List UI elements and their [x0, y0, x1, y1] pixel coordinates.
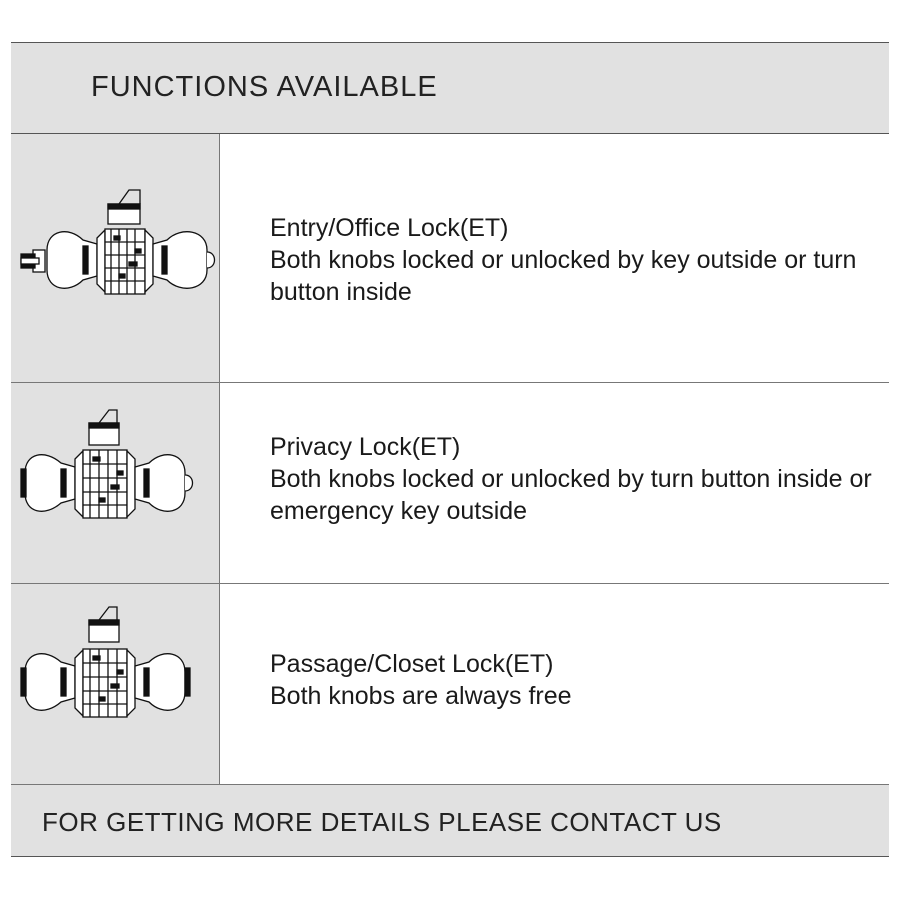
contact-note: FOR GETTING MORE DETAILS PLEASE CONTACT US [42, 807, 722, 837]
function-description: Both knobs are always free [270, 682, 572, 710]
functions-table [11, 42, 889, 857]
function-description: Both knobs locked or unlocked by turn button inside or emergency key outside [270, 465, 872, 525]
table-header [11, 42, 889, 134]
function-row-privacy [11, 383, 889, 584]
passage-closet-lock-icon [11, 584, 220, 784]
function-text [270, 648, 883, 712]
table-footer [11, 785, 889, 857]
function-name: Passage/Closet Lock(ET) [270, 650, 554, 678]
function-name: Privacy Lock(ET) [270, 433, 461, 461]
function-text [270, 212, 883, 308]
function-row-entry-office [11, 134, 889, 383]
function-description: Both knobs locked or unlocked by key outside or turn button inside [270, 246, 857, 306]
function-name: Entry/Office Lock(ET) [270, 214, 509, 242]
privacy-lock-icon [11, 383, 220, 583]
function-row-passage-closet [11, 584, 889, 785]
function-text [270, 431, 883, 527]
entry-office-lock-icon [11, 134, 220, 382]
icon-cell [11, 383, 220, 583]
header-title: FUNCTIONS AVAILABLE [91, 71, 438, 103]
icon-cell [11, 134, 220, 382]
icon-cell [11, 584, 220, 784]
